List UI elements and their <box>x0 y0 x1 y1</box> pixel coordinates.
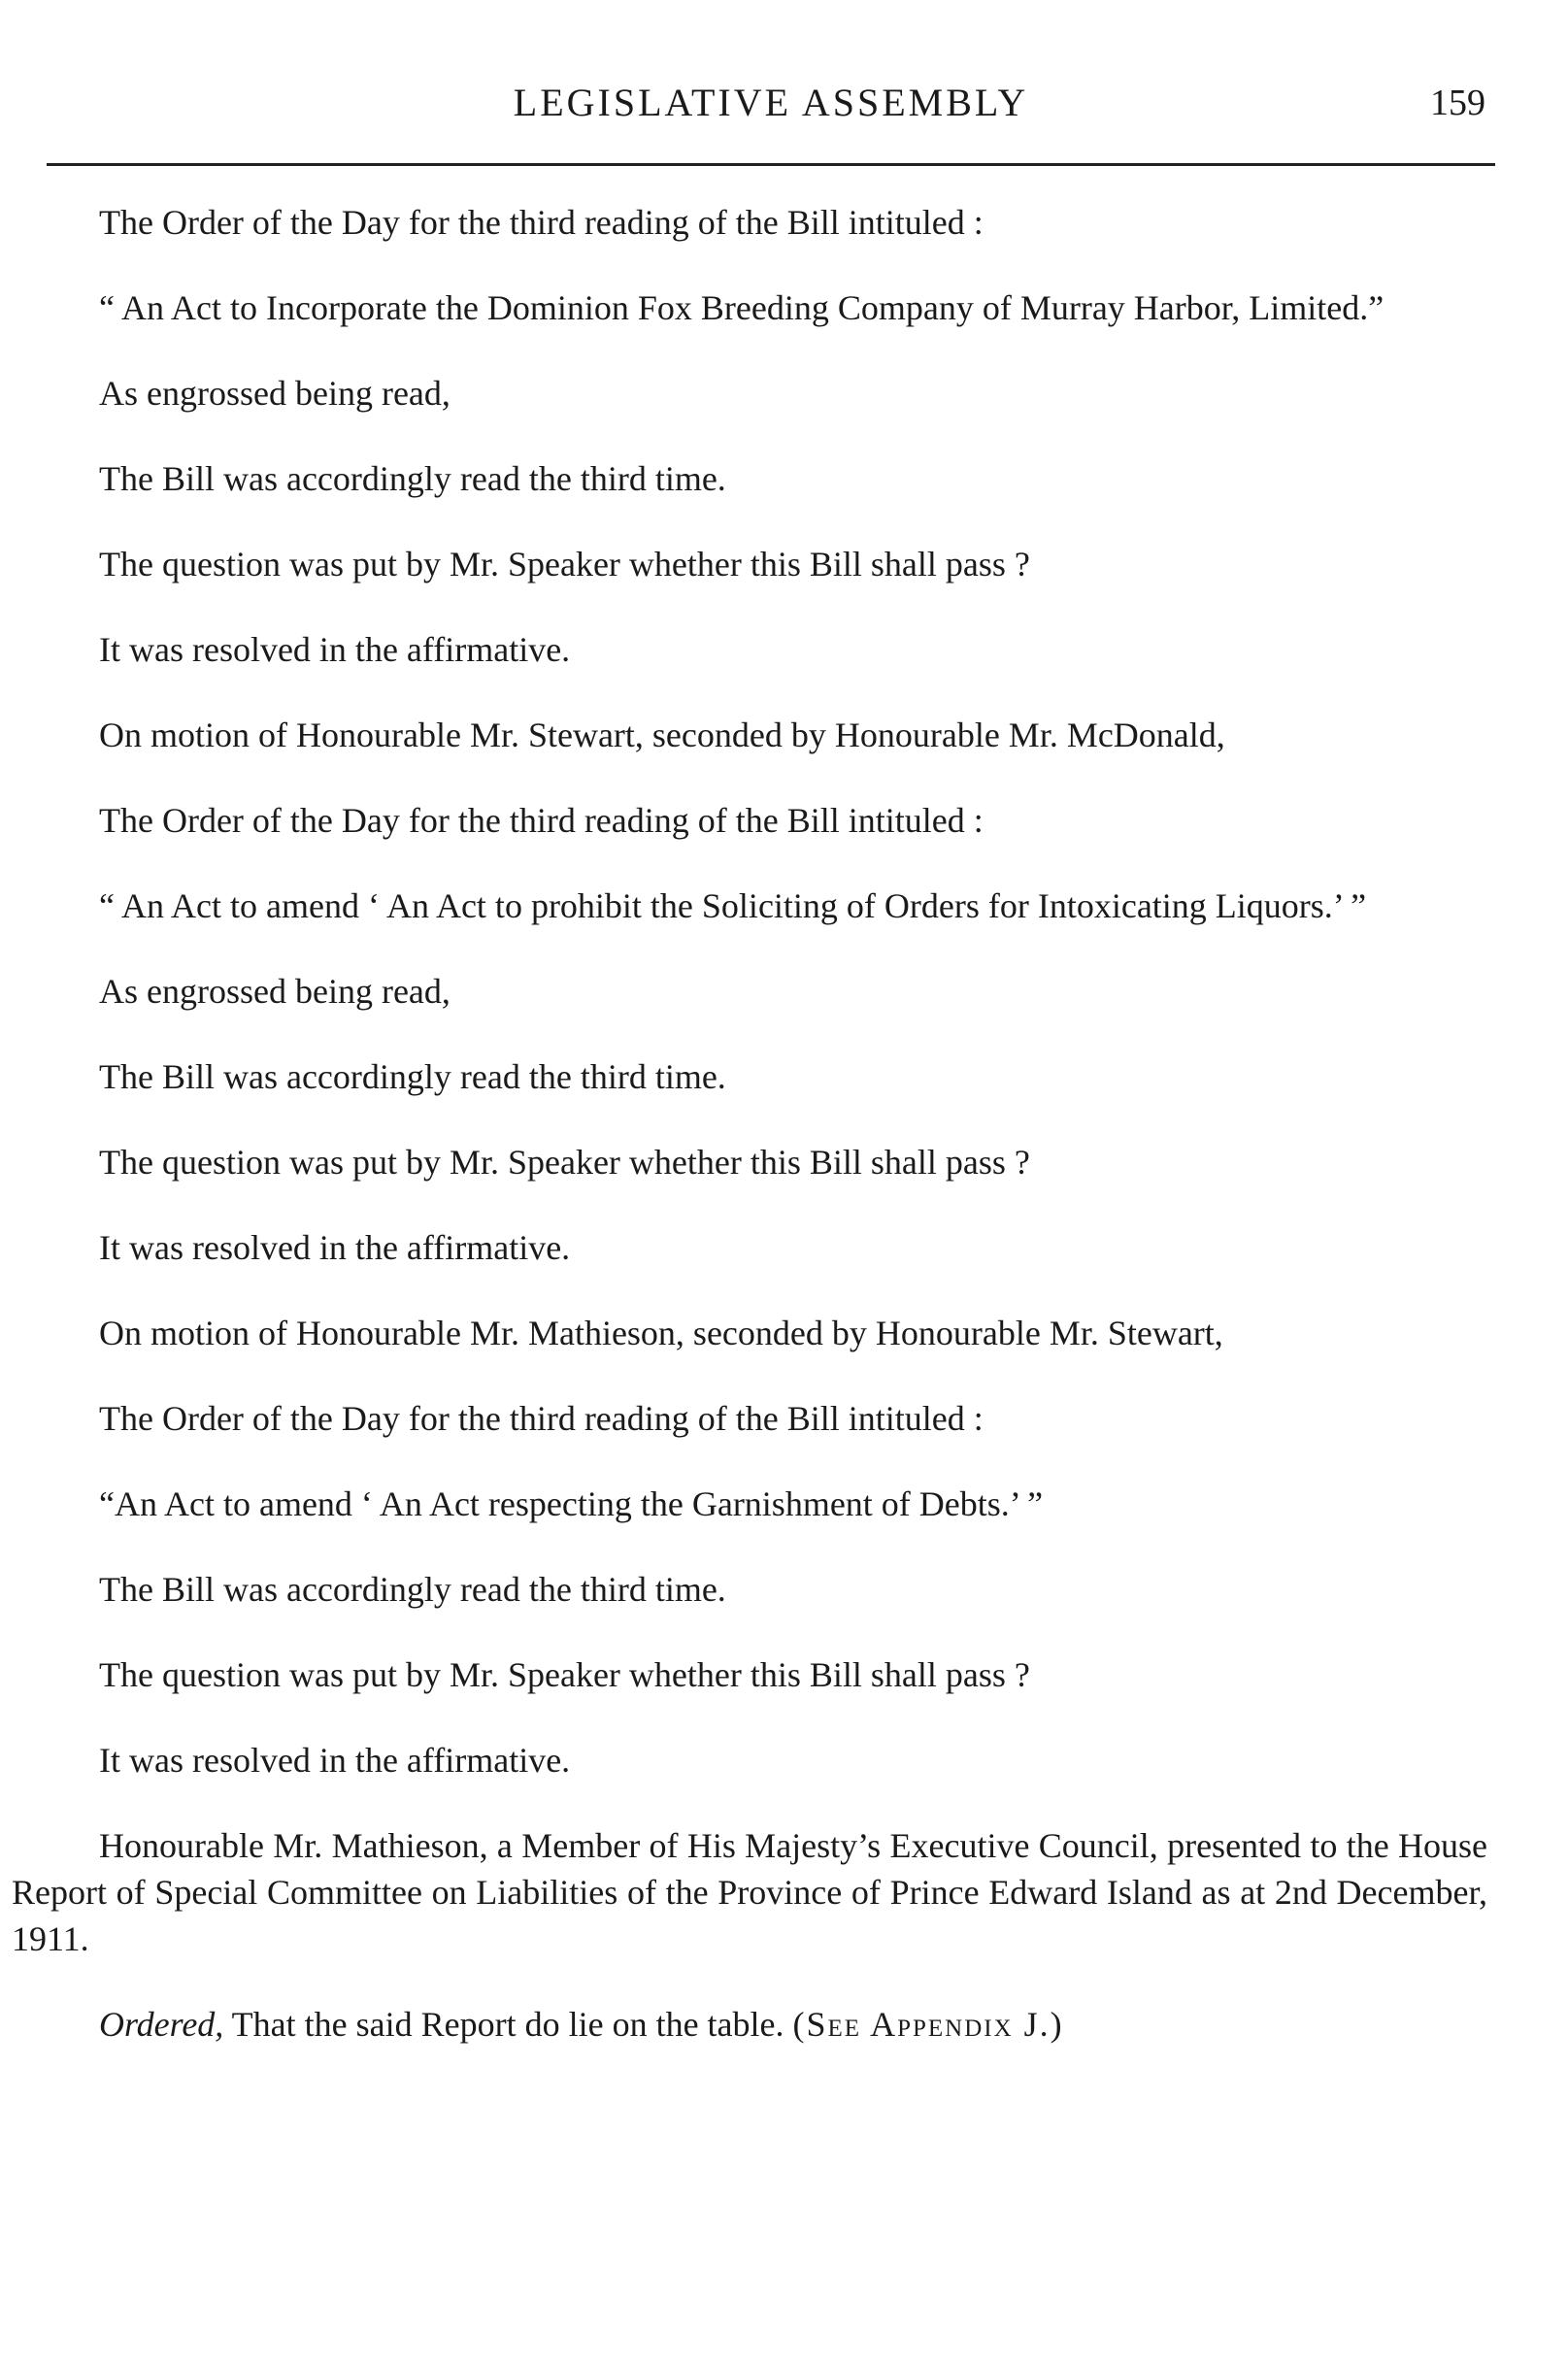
question-put: The question was put by Mr. Speaker whether this Bill shall pass ? <box>99 1655 1030 1694</box>
resolution: It was resolved in the affirmative. <box>99 1228 571 1267</box>
resolution: It was resolved in the affirmative. <box>99 1741 571 1780</box>
appendix-reference: (See Appendix J.) <box>792 2005 1064 2044</box>
page-body <box>12 199 1487 2086</box>
third-reading: The Bill was accordingly read the third time. <box>99 459 726 498</box>
running-title: LEGISLATIVE ASSEMBLY <box>513 81 1029 124</box>
third-reading: The Bill was accordingly read the third time. <box>99 1057 726 1096</box>
order-of-day: The Order of the Day for the third reading of the Bill intituled : <box>99 801 984 840</box>
header-rule <box>47 163 1495 166</box>
resolution: It was resolved in the affirmative. <box>99 630 571 669</box>
bill-title: “ An Act to amend ‘ An Act to prohibit the Soliciting of Orders for Intoxicating Liquors.’ ” <box>99 886 1367 925</box>
bill-title: “ An Act to Incorporate the Dominion Fox Breeding Company of Murray Harbor, Limited.” <box>99 288 1385 327</box>
ordered-text: That the said Report do lie on the table. <box>231 2005 784 2044</box>
page-number: 159 <box>1430 83 1485 123</box>
third-reading: The Bill was accordingly read the third time. <box>99 1570 726 1609</box>
bill-title: “An Act to amend ‘ An Act respecting the Garnishment of Debts.’ ” <box>99 1484 1044 1523</box>
question-put: The question was put by Mr. Speaker whether this Bill shall pass ? <box>99 1143 1030 1182</box>
report-presented: Honourable Mr. Mathieson, a Member of His Majesty’s Executive Council, presented to the House Report of Special Committee on Liabilities of the Province of Prince Edward Island as at 2nd December, 1911. <box>12 1826 1487 1958</box>
engrossed-note: As engrossed being read, <box>99 972 450 1011</box>
ordered-label: Ordered, <box>99 2005 224 2044</box>
page-header <box>47 80 1495 138</box>
question-put: The question was put by Mr. Speaker whether this Bill shall pass ? <box>99 545 1030 583</box>
order-of-day: The Order of the Day for the third reading of the Bill intituled : <box>99 1399 984 1438</box>
order-of-day: The Order of the Day for the third reading of the Bill intituled : <box>99 203 984 242</box>
engrossed-note: As engrossed being read, <box>99 374 450 413</box>
motion: On motion of Honourable Mr. Stewart, seconded by Honourable Mr. McDonald, <box>99 716 1225 754</box>
ordered-paragraph <box>12 2001 1487 2048</box>
motion: On motion of Honourable Mr. Mathieson, seconded by Honourable Mr. Stewart, <box>99 1314 1223 1352</box>
